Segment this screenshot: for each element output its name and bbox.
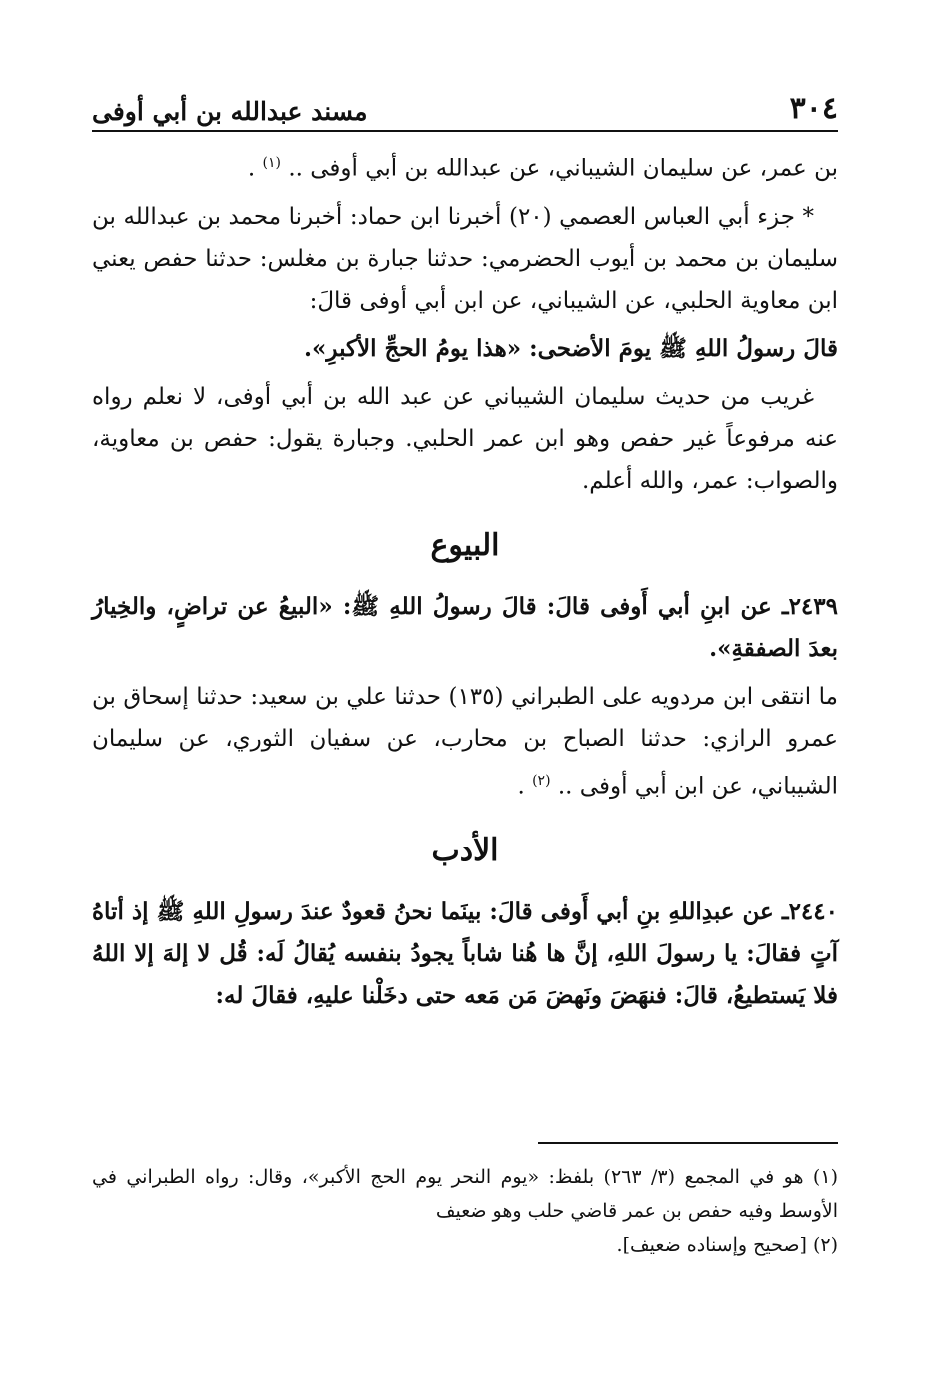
- footnote-ref: (١): [262, 155, 281, 171]
- body-text: [92, 142, 838, 1017]
- hadith-quote: قالَ رسولُ اللهِ ﷺ يومَ الأضحى: «هذا يومُ الحجِّ الأكبرِ».: [304, 334, 838, 362]
- footnotes: [92, 1160, 838, 1262]
- running-title: مسند عبدالله بن أبي أوفى: [92, 97, 368, 126]
- hadith-2440: ٢٤٤٠ـ عن عبدِاللهِ بنِ أبي أَوفى قالَ: بينَما نحنُ قعودٌ عندَ رسولِ اللهِ ﷺ إذ أتاهُ آتٍ فقالَ: يا رسولَ اللهِ، إنَّ ها هُنا شاباً يجودُ بنفسه يُقالُ لَه: قُل لا إلهَ إلا اللهُ فلا يَستطيعُ، قالَ: فنهَضَ ونَهضَ مَن مَعه حتى دخَلْنا عليهِ، فقالَ له:: [92, 898, 838, 1010]
- paragraph-commentary: غريب من حديث سليمان الشيباني عن عبد الله بن أبي أوفى، لا نعلم رواه عنه مرفوعاً غير حفص وهو ابن عمر الحلبي. وجبارة يقول: حفص بن معاوية، والصواب: عمر، والله أعلم.: [92, 383, 838, 494]
- source-text: ما انتقى ابن مردويه على الطبراني (١٣٥) حدثنا علي بن سعيد: حدثنا إسحاق بن عمرو الرازي: حدثنا الصباح بن محارب، عن سفيان الثوري، عن سليمان الشيباني، عن ابن أبي أوفى ..: [92, 683, 839, 800]
- paragraph-text: بن عمر، عن سليمان الشيباني، عن عبدالله بن أبي أوفى ..: [288, 155, 838, 182]
- footnote-divider: [538, 1142, 838, 1144]
- page-number: ٣٠٤: [789, 91, 838, 126]
- paragraph-source: * جزء أبي العباس العصمي (٢٠) أخبرنا ابن حماد: أخبرنا محمد بن عبدالله بن سليمان بن محمد بن أيوب الحضرمي: حدثنا جبارة بن مغلس: حدثنا حفص يعني ابن معاوية الحلبي، عن الشيباني، عن ابن أبي أوفى قالَ:: [92, 203, 838, 314]
- footnote-ref: (٢): [532, 772, 551, 789]
- hadith-2439: ٢٤٣٩ـ عن ابنِ أبي أَوفى قالَ: قالَ رسولُ اللهِ ﷺ: «البيعُ عن تراضٍ، والخِيارُ بعدَ الصفقةِ».: [92, 592, 838, 662]
- paragraph-continuation: بن عمر، عن سليمان الشيباني، عن عبدالله بن أبي أوفى .. $^{(١)}$ .: [247, 155, 838, 182]
- footnote-1: (١) هو في المجمع (٣/ ٢٦٣) بلفظ: «يوم النحر يوم الحج الأكبر»، وقال: رواه الطبراني في الأوسط وفيه حفص بن عمر قاضي حلب وهو ضعيف: [92, 1166, 838, 1222]
- section-title-manners: الأدب: [431, 833, 499, 869]
- footnote-2: (٢) [صحيح وإسناده ضعيف].: [616, 1234, 838, 1256]
- hadith-2439-source: ما انتقى ابن مردويه على الطبراني (١٣٥) حدثنا علي بن سعيد: حدثنا إسحاق بن عمرو الرازي: حدثنا الصباح بن محارب، عن سفيان الثوري، عن سليمان الشيباني، عن ابن أبي أوفى .. $^{(٢)}$ .: [92, 683, 839, 800]
- section-title-sales: البيوع: [430, 527, 500, 563]
- page-header: [92, 86, 838, 132]
